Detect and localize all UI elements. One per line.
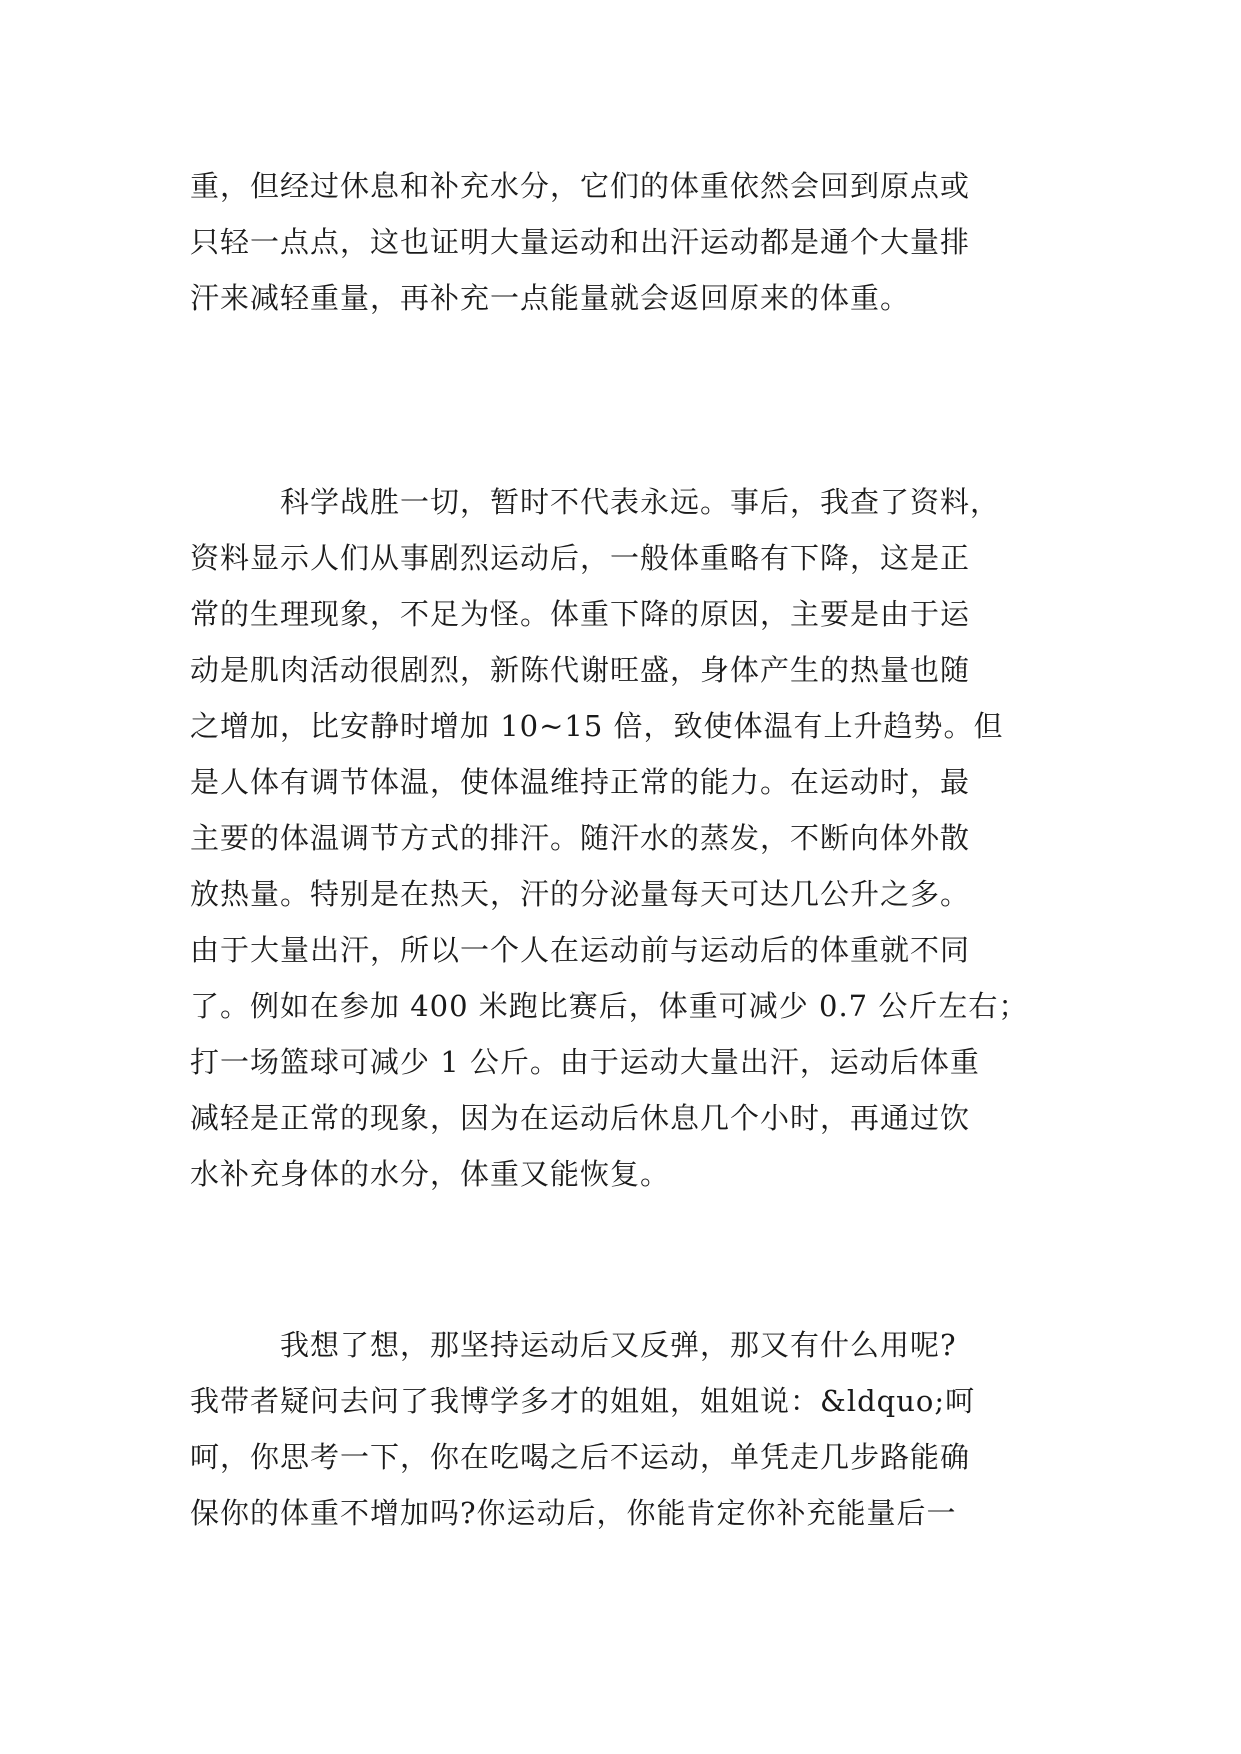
text-line: 我想了想，那坚持运动后又反弹，那又有什么用呢? — [190, 1328, 957, 1362]
text-line: 由于大量出汗，所以一个人在运动前与运动后的体重就不同 — [190, 933, 971, 967]
text-line: 保你的体重不增加吗?你运动后，你能肯定你补充能量后一 — [190, 1496, 957, 1530]
text-line: 水补充身体的水分，体重又能恢复。 — [190, 1157, 671, 1191]
text-line: 动是肌肉活动很剧烈，新陈代谢旺盛，身体产生的热量也随 — [190, 653, 971, 687]
text-line: 重，但经过休息和补充水分，它们的体重依然会回到原点或 — [190, 169, 971, 203]
text-line: 汗来减轻重量，再补充一点能量就会返回原来的体重。 — [190, 281, 911, 315]
text-line: 科学战胜一切，暂时不代表永远。事后，我查了资料， — [190, 485, 1001, 519]
paragraph-3 — [190, 1317, 1060, 1541]
text-line: 只轻一点点，这也证明大量运动和出汗运动都是通个大量排 — [190, 225, 971, 259]
paragraph-1 — [190, 158, 1060, 326]
text-line: 我带者疑问去问了我博学多才的姐姐，姐姐说：&ldquo;呵 — [190, 1384, 976, 1418]
text-line: 减轻是正常的现象，因为在运动后休息几个小时，再通过饮 — [190, 1101, 971, 1135]
paragraph-2 — [190, 474, 1060, 1202]
text-line: 了。例如在参加 400 米跑比赛后，体重可减少 0.7 公斤左右； — [190, 989, 1029, 1023]
text-line: 放热量。特别是在热天，汗的分泌量每天可达几公升之多。 — [190, 877, 971, 911]
text-line: 是人体有调节体温，使体温维持正常的能力。在运动时，最 — [190, 765, 971, 799]
text-line: 打一场篮球可减少 1 公斤。由于运动大量出汗，运动后体重 — [190, 1045, 980, 1079]
text-line: 主要的体温调节方式的排汗。随汗水的蒸发，不断向体外散 — [190, 821, 971, 855]
text-line: 常的生理现象，不足为怪。体重下降的原因，主要是由于运 — [190, 597, 971, 631]
text-line: 之增加，比安静时增加 10~15 倍，致使体温有上升趋势。但 — [190, 709, 1004, 743]
text-line: 资料显示人们从事剧烈运动后，一般体重略有下降，这是正 — [190, 541, 971, 575]
text-line: 呵，你思考一下，你在吃喝之后不运动，单凭走几步路能确 — [190, 1440, 971, 1474]
